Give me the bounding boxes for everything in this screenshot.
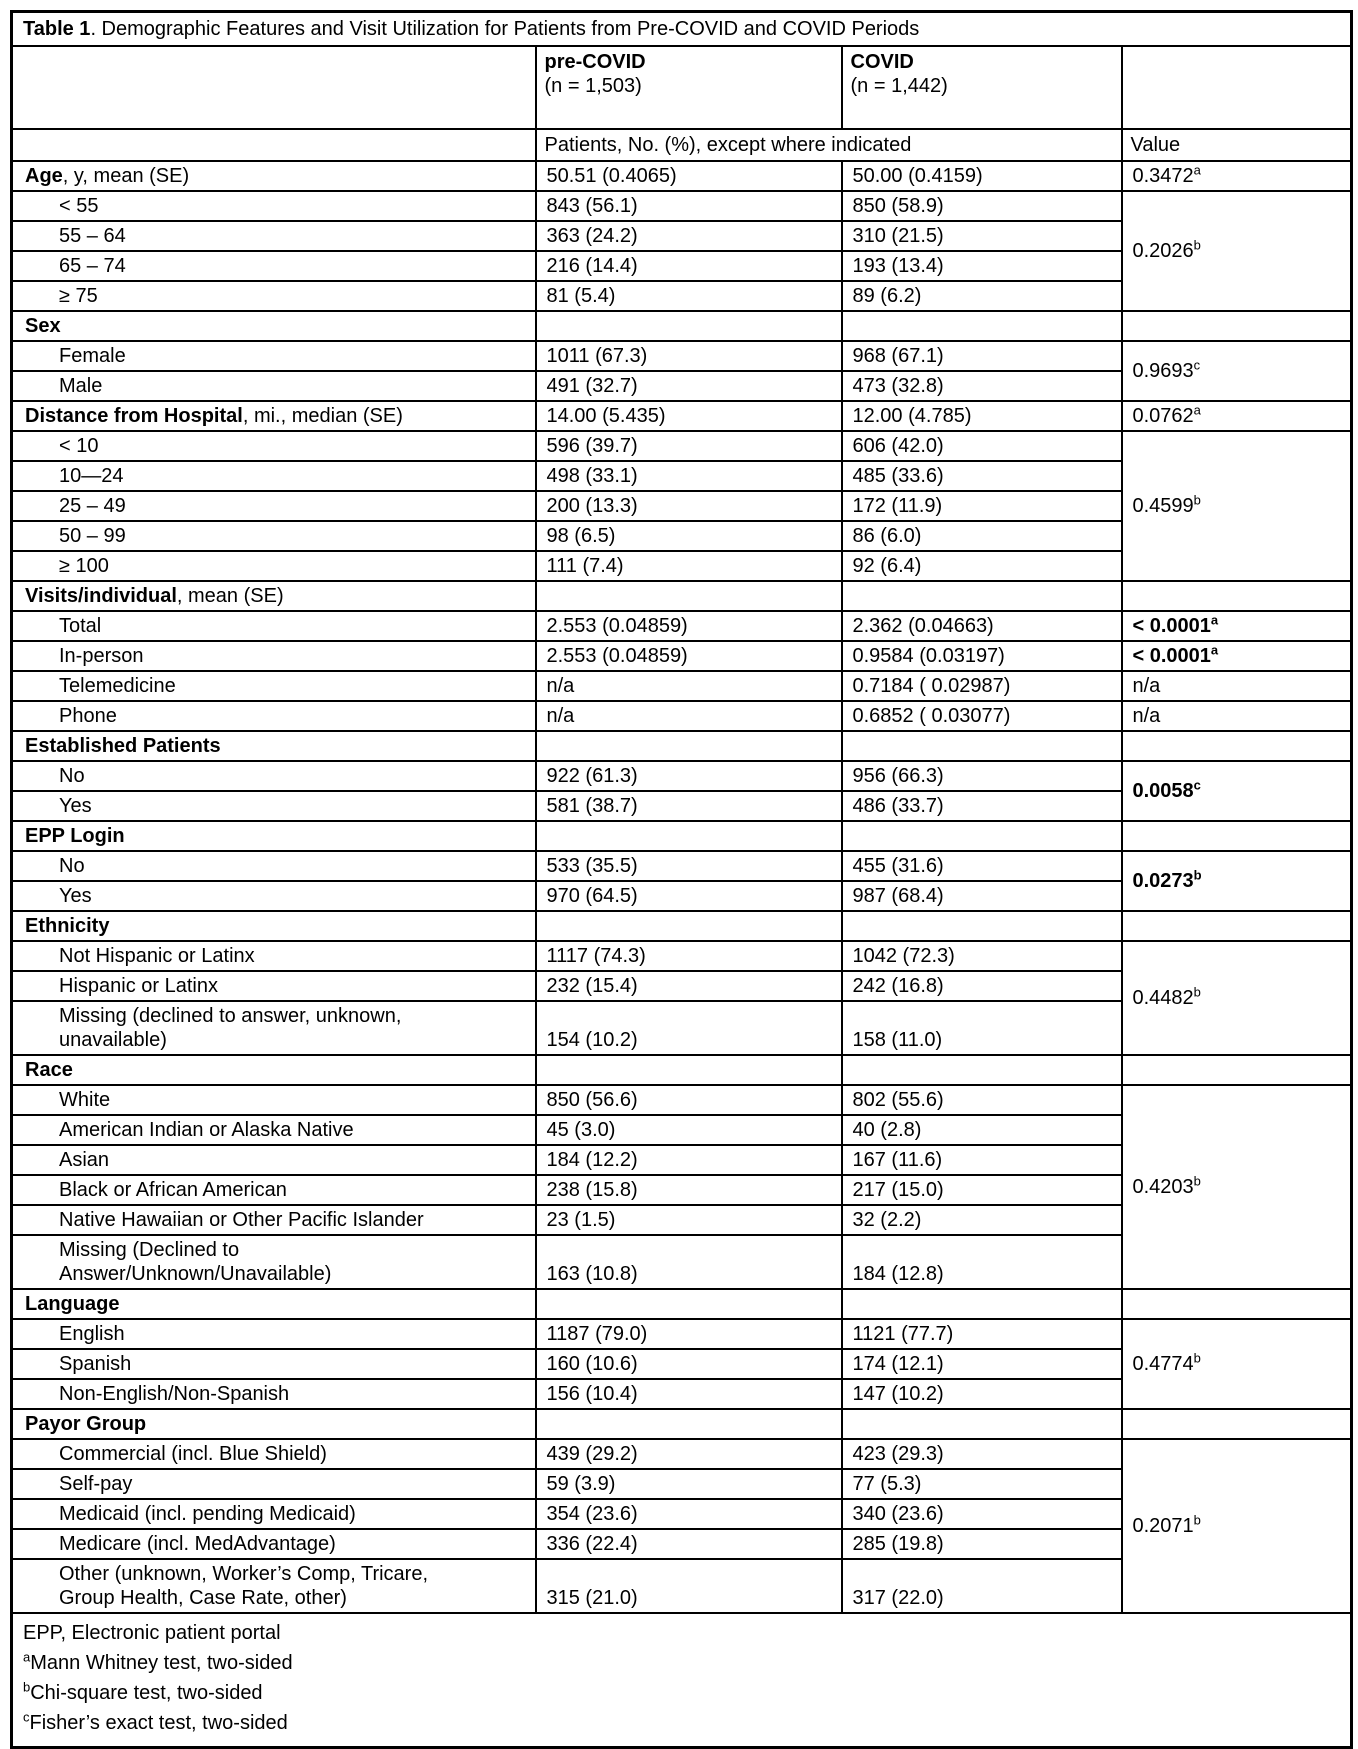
table-row xyxy=(12,821,1352,851)
covid-cell: 317 (22.0) xyxy=(842,1559,1122,1613)
covid-cell: 0.9584 (0.03197) xyxy=(842,641,1122,671)
value-cell xyxy=(1122,911,1352,941)
row-label: Language xyxy=(12,1289,536,1319)
covid-cell: 2.362 (0.04663) xyxy=(842,611,1122,641)
pre-covid-cell: 154 (10.2) xyxy=(536,1001,842,1055)
pre-covid-cell xyxy=(536,311,842,341)
footnote-line: EPP, Electronic patient portal xyxy=(23,1622,281,1644)
row-label: English xyxy=(12,1319,536,1349)
covid-cell xyxy=(842,1409,1122,1439)
header-empty-cell xyxy=(12,46,536,129)
row-label: Payor Group xyxy=(12,1409,536,1439)
pre-covid-cell: 14.00 (5.435) xyxy=(536,401,842,431)
pre-covid-cell xyxy=(536,1055,842,1085)
pre-covid-cell: 2.553 (0.04859) xyxy=(536,641,842,671)
row-label: Ethnicity xyxy=(12,911,536,941)
covid-cell: 0.6852 ( 0.03077) xyxy=(842,701,1122,731)
pre-covid-cell: n/a xyxy=(536,671,842,701)
table-row xyxy=(12,341,1352,371)
row-label: Spanish xyxy=(12,1349,536,1379)
row-label: 55 – 64 xyxy=(12,221,536,251)
row-label: Distance from Hospital, mi., median (SE) xyxy=(12,401,536,431)
pre-covid-cell: 200 (13.3) xyxy=(536,491,842,521)
table-row xyxy=(12,431,1352,461)
covid-cell: 473 (32.8) xyxy=(842,371,1122,401)
pre-covid-label: pre-COVID xyxy=(544,51,646,73)
table-footer xyxy=(12,1613,1352,1748)
value-cell: < 0.0001$^a$ xyxy=(1122,641,1352,671)
table-row xyxy=(12,941,1352,971)
pre-covid-cell: 533 (35.5) xyxy=(536,851,842,881)
value-cell: 0.9693$^c$ xyxy=(1122,341,1352,401)
row-label: White xyxy=(12,1085,536,1115)
pre-covid-cell: 111 (7.4) xyxy=(536,551,842,581)
row-label: 65 – 74 xyxy=(12,251,536,281)
pre-covid-cell xyxy=(536,1289,842,1319)
value-cell: 0.2026$^b$ xyxy=(1122,191,1352,311)
covid-cell: 486 (33.7) xyxy=(842,791,1122,821)
row-label: No xyxy=(12,761,536,791)
covid-cell: 1042 (72.3) xyxy=(842,941,1122,971)
covid-cell: 172 (11.9) xyxy=(842,491,1122,521)
table-row xyxy=(12,191,1352,221)
table-row xyxy=(12,1319,1352,1349)
row-label: Native Hawaiian or Other Pacific Islander xyxy=(12,1205,536,1235)
row-label: Hispanic or Latinx xyxy=(12,971,536,1001)
value-cell: n/a xyxy=(1122,701,1352,731)
pre-covid-cell xyxy=(536,911,842,941)
subheader-empty-cell xyxy=(12,129,536,161)
pre-covid-cell: 354 (23.6) xyxy=(536,1499,842,1529)
table-title xyxy=(12,12,1352,47)
table-body xyxy=(12,161,1352,1613)
covid-cell: 606 (42.0) xyxy=(842,431,1122,461)
value-cell: 0.3472$^a$ xyxy=(1122,161,1352,191)
covid-cell: 193 (13.4) xyxy=(842,251,1122,281)
pre-covid-cell: 216 (14.4) xyxy=(536,251,842,281)
covid-cell xyxy=(842,1289,1122,1319)
pre-covid-cell: 1187 (79.0) xyxy=(536,1319,842,1349)
covid-cell: 1121 (77.7) xyxy=(842,1319,1122,1349)
row-label: 10—24 xyxy=(12,461,536,491)
row-label: Visits/individual, mean (SE) xyxy=(12,581,536,611)
value-cell: 0.2071$^b$ xyxy=(1122,1439,1352,1613)
row-label: American Indian or Alaska Native xyxy=(12,1115,536,1145)
row-label: Female xyxy=(12,341,536,371)
row-label: Yes xyxy=(12,791,536,821)
covid-cell xyxy=(842,911,1122,941)
pre-covid-cell: 2.553 (0.04859) xyxy=(536,611,842,641)
pre-covid-cell: 491 (32.7) xyxy=(536,371,842,401)
row-label: Missing (Declined to Answer/Unknown/Unavailable) xyxy=(12,1235,536,1289)
pre-covid-cell: 498 (33.1) xyxy=(536,461,842,491)
pre-covid-cell: 596 (39.7) xyxy=(536,431,842,461)
pre-covid-cell: 850 (56.6) xyxy=(536,1085,842,1115)
table-title-label: Table 1 xyxy=(23,18,91,40)
row-label: Race xyxy=(12,1055,536,1085)
covid-cell: 485 (33.6) xyxy=(842,461,1122,491)
pre-covid-cell: 163 (10.8) xyxy=(536,1235,842,1289)
row-label: Asian xyxy=(12,1145,536,1175)
table-row xyxy=(12,671,1352,701)
subheader-row xyxy=(12,129,1352,161)
pre-covid-cell: 81 (5.4) xyxy=(536,281,842,311)
row-label: Age, y, mean (SE) xyxy=(12,161,536,191)
pre-covid-cell: 439 (29.2) xyxy=(536,1439,842,1469)
pre-covid-cell: 843 (56.1) xyxy=(536,191,842,221)
covid-n: (n = 1,442) xyxy=(850,75,948,97)
pre-covid-cell: 232 (15.4) xyxy=(536,971,842,1001)
pre-covid-cell xyxy=(536,581,842,611)
covid-cell xyxy=(842,311,1122,341)
table-row xyxy=(12,1055,1352,1085)
pre-covid-cell xyxy=(536,1409,842,1439)
row-label: Commercial (incl. Blue Shield) xyxy=(12,1439,536,1469)
table-row xyxy=(12,1439,1352,1469)
covid-cell: 0.7184 ( 0.02987) xyxy=(842,671,1122,701)
table-row xyxy=(12,1085,1352,1115)
row-label: Telemedicine xyxy=(12,671,536,701)
table-row xyxy=(12,1289,1352,1319)
covid-cell: 968 (67.1) xyxy=(842,341,1122,371)
table-row xyxy=(12,1409,1352,1439)
pre-covid-cell: 50.51 (0.4065) xyxy=(536,161,842,191)
pre-covid-cell: 98 (6.5) xyxy=(536,521,842,551)
covid-cell: 340 (23.6) xyxy=(842,1499,1122,1529)
covid-cell: 158 (11.0) xyxy=(842,1001,1122,1055)
demographics-table xyxy=(10,10,1353,1749)
covid-cell: 310 (21.5) xyxy=(842,221,1122,251)
row-label: Male xyxy=(12,371,536,401)
table-header xyxy=(12,12,1352,162)
footnotes-cell xyxy=(12,1613,1352,1748)
value-cell: 0.4774$^b$ xyxy=(1122,1319,1352,1409)
row-label: < 10 xyxy=(12,431,536,461)
covid-cell: 174 (12.1) xyxy=(842,1349,1122,1379)
title-row xyxy=(12,12,1352,47)
pre-covid-cell: 184 (12.2) xyxy=(536,1145,842,1175)
header-empty-cell-right xyxy=(1122,46,1352,129)
row-label: Sex xyxy=(12,311,536,341)
pre-covid-cell: 363 (24.2) xyxy=(536,221,842,251)
covid-cell xyxy=(842,731,1122,761)
table-row xyxy=(12,911,1352,941)
pre-covid-cell xyxy=(536,821,842,851)
table-row xyxy=(12,701,1352,731)
value-cell xyxy=(1122,821,1352,851)
value-cell: < 0.0001$^a$ xyxy=(1122,611,1352,641)
column-header-covid xyxy=(842,46,1122,129)
footnotes-row xyxy=(12,1613,1352,1748)
pre-covid-cell: 45 (3.0) xyxy=(536,1115,842,1145)
footnote-line: $^b$Chi-square test, two-sided xyxy=(23,1679,263,1704)
covid-cell: 92 (6.4) xyxy=(842,551,1122,581)
table-title-text: . Demographic Features and Visit Utilization for Patients from Pre-COVID and COVID Periods xyxy=(90,18,920,40)
covid-cell: 12.00 (4.785) xyxy=(842,401,1122,431)
column-header-value: Value xyxy=(1122,129,1352,161)
pre-covid-cell: 970 (64.5) xyxy=(536,881,842,911)
pre-covid-cell: 238 (15.8) xyxy=(536,1175,842,1205)
subheader-patients: Patients, No. (%), except where indicated xyxy=(536,129,1122,161)
pre-covid-cell: 59 (3.9) xyxy=(536,1469,842,1499)
table-row xyxy=(12,161,1352,191)
covid-cell: 89 (6.2) xyxy=(842,281,1122,311)
row-label: Not Hispanic or Latinx xyxy=(12,941,536,971)
table-row xyxy=(12,731,1352,761)
covid-cell: 40 (2.8) xyxy=(842,1115,1122,1145)
row-label: 50 – 99 xyxy=(12,521,536,551)
row-label: < 55 xyxy=(12,191,536,221)
value-cell: 0.4482$^b$ xyxy=(1122,941,1352,1055)
covid-cell: 956 (66.3) xyxy=(842,761,1122,791)
row-label: Phone xyxy=(12,701,536,731)
pre-covid-cell: 315 (21.0) xyxy=(536,1559,842,1613)
row-label: Missing (declined to answer, unknown, unavailable) xyxy=(12,1001,536,1055)
covid-cell xyxy=(842,821,1122,851)
covid-cell: 50.00 (0.4159) xyxy=(842,161,1122,191)
pre-covid-cell: 1117 (74.3) xyxy=(536,941,842,971)
value-cell xyxy=(1122,1055,1352,1085)
covid-cell: 167 (11.6) xyxy=(842,1145,1122,1175)
row-label: Black or African American xyxy=(12,1175,536,1205)
table-row xyxy=(12,581,1352,611)
table-row xyxy=(12,611,1352,641)
row-label: Total xyxy=(12,611,536,641)
footnote-line: $^c$Fisher’s exact test, two-sided xyxy=(23,1709,288,1734)
value-cell: 0.0058$^c$ xyxy=(1122,761,1352,821)
pre-covid-cell: 160 (10.6) xyxy=(536,1349,842,1379)
table-row xyxy=(12,761,1352,791)
pre-covid-cell: 581 (38.7) xyxy=(536,791,842,821)
row-label: Medicare (incl. MedAdvantage) xyxy=(12,1529,536,1559)
value-cell: 0.4203$^b$ xyxy=(1122,1085,1352,1289)
pre-covid-cell: 23 (1.5) xyxy=(536,1205,842,1235)
row-label: In-person xyxy=(12,641,536,671)
row-label: Self-pay xyxy=(12,1469,536,1499)
pre-covid-cell xyxy=(536,731,842,761)
value-cell xyxy=(1122,1409,1352,1439)
table-row xyxy=(12,401,1352,431)
covid-label: COVID xyxy=(850,51,914,73)
row-label: Other (unknown, Worker’s Comp, Tricare, Group Health, Case Rate, other) xyxy=(12,1559,536,1613)
covid-cell: 987 (68.4) xyxy=(842,881,1122,911)
covid-cell: 802 (55.6) xyxy=(842,1085,1122,1115)
covid-cell: 285 (19.8) xyxy=(842,1529,1122,1559)
table-row xyxy=(12,311,1352,341)
covid-cell: 184 (12.8) xyxy=(842,1235,1122,1289)
value-cell xyxy=(1122,1289,1352,1319)
value-cell: n/a xyxy=(1122,671,1352,701)
covid-cell: 850 (58.9) xyxy=(842,191,1122,221)
covid-cell: 32 (2.2) xyxy=(842,1205,1122,1235)
covid-cell: 77 (5.3) xyxy=(842,1469,1122,1499)
pre-covid-cell: 336 (22.4) xyxy=(536,1529,842,1559)
covid-cell: 423 (29.3) xyxy=(842,1439,1122,1469)
covid-cell xyxy=(842,581,1122,611)
row-label: EPP Login xyxy=(12,821,536,851)
row-label: No xyxy=(12,851,536,881)
pre-covid-n: (n = 1,503) xyxy=(544,75,642,97)
value-cell xyxy=(1122,581,1352,611)
row-label: Medicaid (incl. pending Medicaid) xyxy=(12,1499,536,1529)
covid-cell: 217 (15.0) xyxy=(842,1175,1122,1205)
pre-covid-cell: 156 (10.4) xyxy=(536,1379,842,1409)
covid-cell xyxy=(842,1055,1122,1085)
table-row xyxy=(12,641,1352,671)
covid-cell: 86 (6.0) xyxy=(842,521,1122,551)
row-label: ≥ 75 xyxy=(12,281,536,311)
row-label: Established Patients xyxy=(12,731,536,761)
table-row xyxy=(12,851,1352,881)
value-cell xyxy=(1122,731,1352,761)
row-label: Non-English/Non-Spanish xyxy=(12,1379,536,1409)
covid-cell: 242 (16.8) xyxy=(842,971,1122,1001)
row-label: ≥ 100 xyxy=(12,551,536,581)
group-header-row xyxy=(12,46,1352,129)
footnote-line: $^a$Mann Whitney test, two-sided xyxy=(23,1649,293,1674)
value-cell: 0.0762$^a$ xyxy=(1122,401,1352,431)
value-cell: 0.0273$^b$ xyxy=(1122,851,1352,911)
pre-covid-cell: 1011 (67.3) xyxy=(536,341,842,371)
covid-cell: 147 (10.2) xyxy=(842,1379,1122,1409)
row-label: 25 – 49 xyxy=(12,491,536,521)
covid-cell: 455 (31.6) xyxy=(842,851,1122,881)
column-header-pre-covid xyxy=(536,46,842,129)
pre-covid-cell: 922 (61.3) xyxy=(536,761,842,791)
value-cell xyxy=(1122,311,1352,341)
pre-covid-cell: n/a xyxy=(536,701,842,731)
row-label: Yes xyxy=(12,881,536,911)
value-cell: 0.4599$^b$ xyxy=(1122,431,1352,581)
